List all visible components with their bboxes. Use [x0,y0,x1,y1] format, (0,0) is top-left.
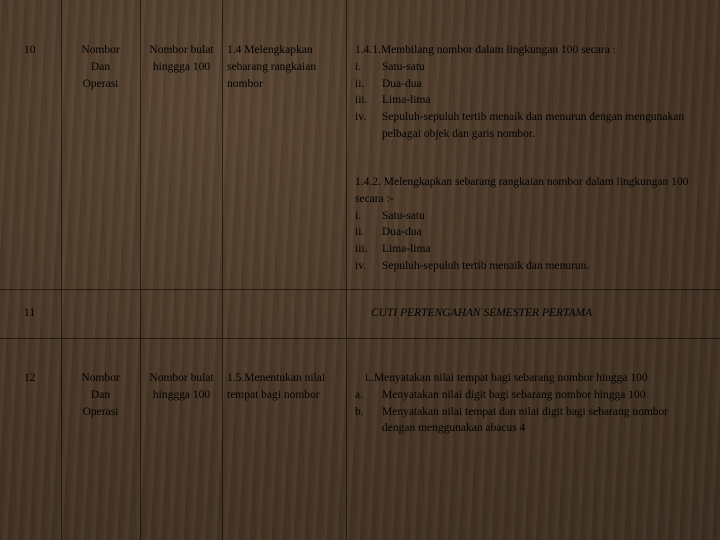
objective-heading: 1.4.2. Melengkapkan sebarang rangkaian nombor dalam lingkungan 100 [355,176,689,188]
list-item [355,76,684,93]
learning-objective [355,370,668,437]
list-text: Menyatakan nilai tempat dan nilai digit bagi sebarang nombor [382,405,669,418]
standard-line: nombor [227,77,263,90]
bidang-cell [143,370,220,404]
list-item [355,404,668,421]
list-item [355,387,668,404]
list-text: Dua-dua [382,226,422,239]
list-marker: iv. [355,259,367,272]
list-item [355,258,688,275]
standard-line: sebarang rangkaian [227,60,317,73]
list-item [355,224,688,241]
column-divider [346,0,347,540]
bidang-line: hinggga 100 [152,388,211,401]
list-text: Satu-satu [382,60,425,73]
list-item [355,92,684,109]
list-marker: iii. [355,243,368,256]
list-marker: a. [355,388,363,401]
tema-cell [61,42,140,92]
standard-line: 1.5.Menentukan nilai [227,372,326,384]
standard-cell [227,370,325,404]
objective-heading: secara :- [355,192,394,205]
list-text: Menyatakan nilai digit bagi sebarang nombor hingga 100 [382,388,646,401]
list-marker: i. [355,209,362,222]
list-item [355,109,684,126]
list-item [355,241,688,258]
bidang-line: Nombor bulat [149,44,214,56]
objective-heading: 1.4.1.Membilang nombor dalam lingkungan 100 secara : [355,44,616,56]
holiday-note: CUTI PERTENGAHAN SEMESTER PERTAMA [371,307,593,319]
standard-line: 1.4 Melengkapkan [227,44,313,56]
list-marker: i. [355,60,362,73]
list-marker: iii. [355,94,368,107]
bidang-line: Nombor bulat [149,372,214,384]
week-number: 11 [24,307,36,319]
tema-line: Operasi [82,405,119,418]
row-divider [0,289,720,290]
list-marker: ii. [355,226,365,239]
standard-cell [227,42,316,92]
list-text: Lima-lima [382,94,431,107]
tema-line: Operasi [82,77,119,90]
list-marker: ii. [355,77,365,90]
tema-line: Dan [90,388,111,401]
learning-objective [355,42,684,143]
list-marker: iv. [355,111,367,124]
list-continuation: pelbagai objek dan garis nombor. [382,127,535,140]
list-item [355,208,688,225]
bidang-line: hinggga 100 [152,60,211,73]
tema-line: Dan [90,60,111,73]
row-divider [0,338,720,339]
column-divider [222,0,223,540]
list-text: Dua-dua [382,77,422,90]
column-divider [140,0,141,540]
tema-line: Nombor [81,372,120,384]
week-number: 10 [24,44,36,56]
list-text: Sepuluh-sepuluh tertib menaik dan menurun. [382,259,590,272]
list-text: Lima-lima [382,243,431,256]
list-text: Sepuluh-sepuluh tertib menaik dan menurun dengan mengunakan [382,111,685,124]
bidang-cell [143,42,220,76]
list-item [355,59,684,76]
standard-line: tempat bagi nombor [227,388,320,401]
learning-objective [355,174,688,275]
objective-heading: i..Menyatakan nilai tempat bagi sebarang nombor hingga 100 [365,372,648,384]
list-continuation: dengan menggunakan abacus 4 [382,422,526,435]
list-marker: b. [355,405,364,418]
list-text: Satu-satu [382,209,425,222]
tema-cell [61,370,140,420]
week-number: 12 [24,372,36,384]
tema-line: Nombor [81,44,120,56]
